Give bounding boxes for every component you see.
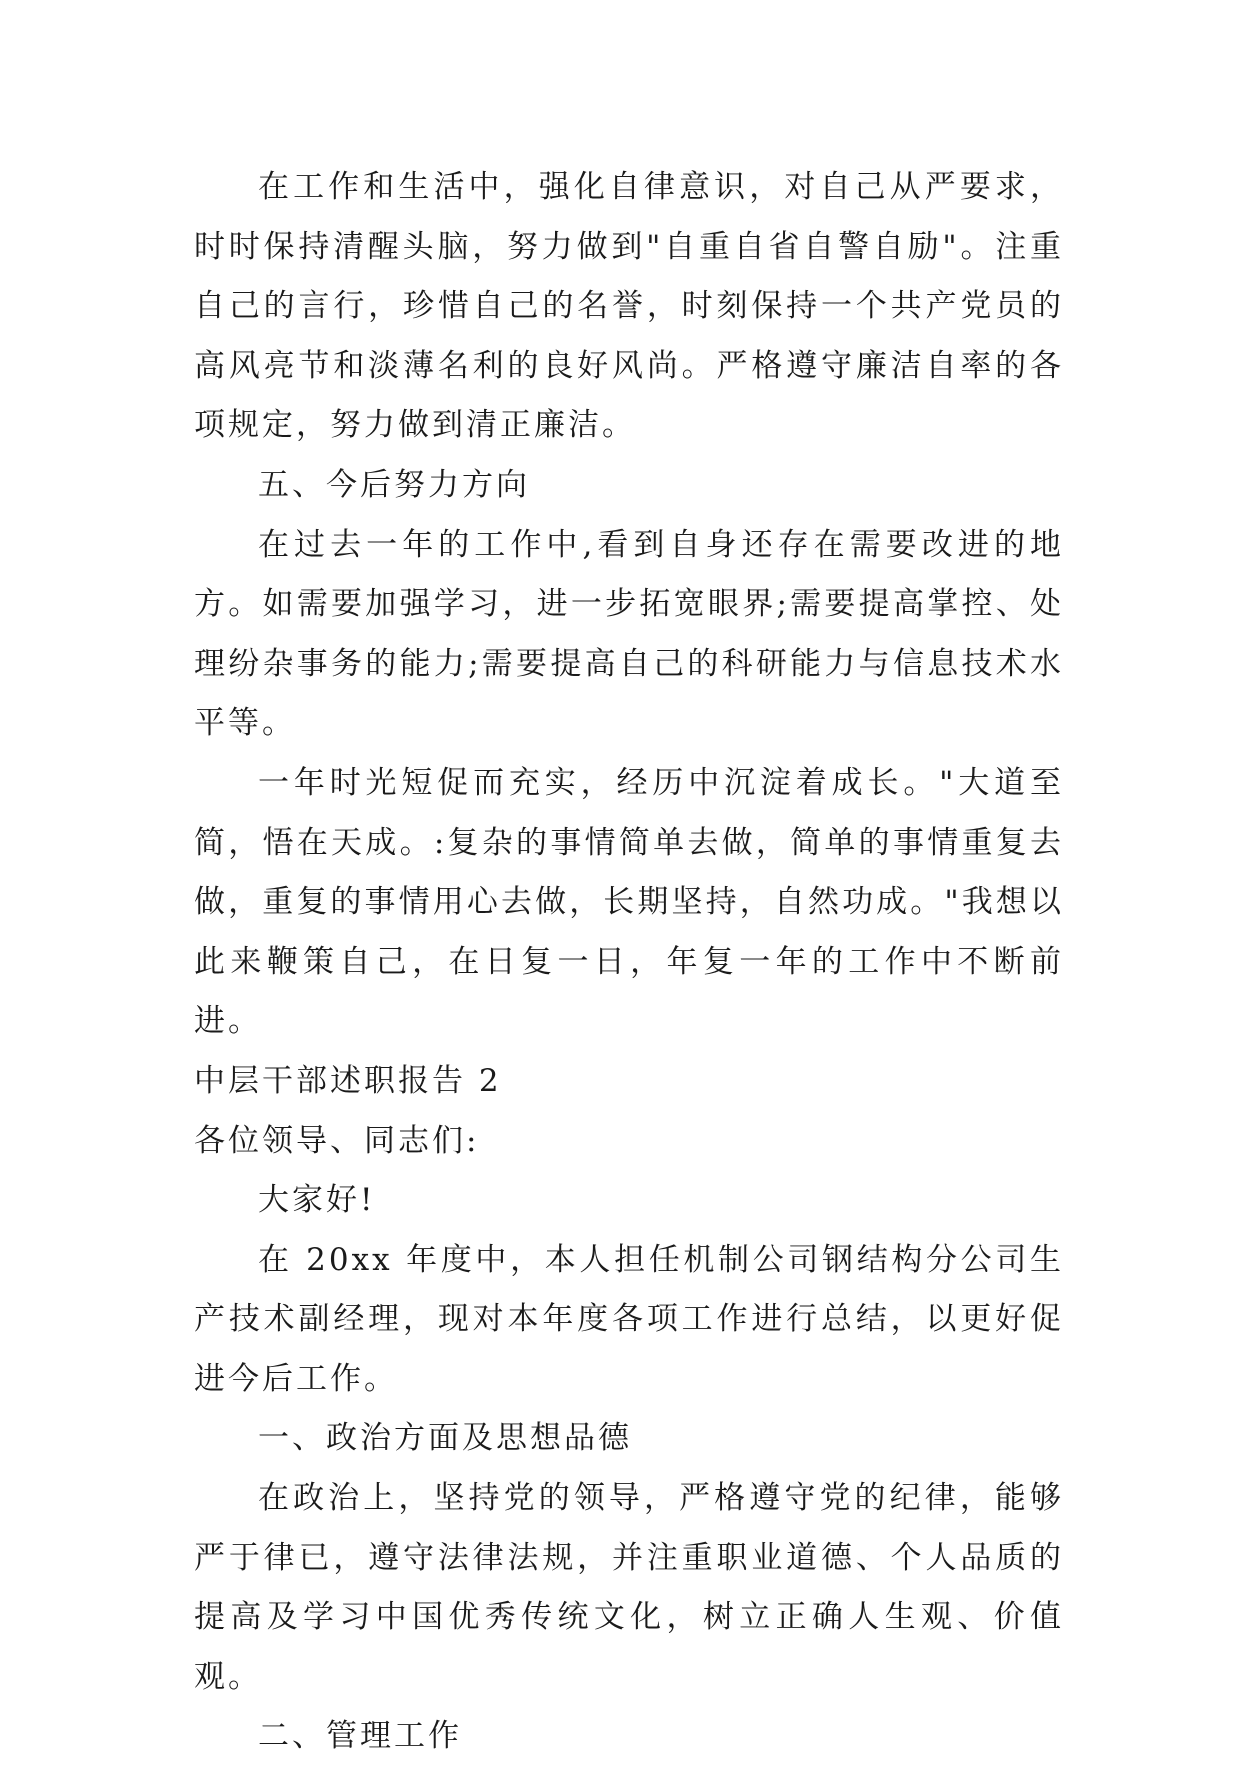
section-heading-future-direction: 五、今后努力方向: [258, 466, 530, 503]
report-title: 中层干部述职报告 2: [194, 1062, 502, 1099]
section-heading-politics: 一、政治方面及思想品德: [258, 1420, 632, 1457]
paragraph-self-discipline: 在工作和生活中，强化自律意识，对自己从严要求，时时保持清醒头脑，努力做到"自重自省自警自励"。注重自己的言行，珍惜自己的名誉，时刻保持一个共产党员的高风亮节和淡薄名利的良好风尚。严格遵守廉洁自率的各项规定，努力做到清正廉洁。: [194, 169, 1064, 444]
greeting: 大家好!: [258, 1182, 376, 1219]
paragraph-politics: 在政治上，坚持党的领导，严格遵守党的纪律，能够严于律已，遵守法律法规，并注重职业道德、个人品质的提高及学习中国优秀传统文化，树立正确人生观、价值观。: [194, 1480, 1064, 1695]
salutation: 各位领导、同志们:: [194, 1122, 480, 1159]
paragraph-improvements: 在过去一年的工作中,看到自身还存在需要改进的地方。如需要加强学习，进一步拓宽眼界;需要提高掌控、处理纷杂事务的能力;需要提高自己的科研能力与信息技术水平等。: [194, 526, 1064, 742]
document-body: [194, 158, 1064, 1767]
section-heading-management: 二、管理工作: [258, 1718, 462, 1755]
paragraph-reflection: 一年时光短促而充实，经历中沉淀着成长。"大道至简，悟在天成。:复杂的事情简单去做，简单的事情重复去做，重复的事情用心去做，长期坚持，自然功成。"我想以此来鞭策自己，在日复一日，年复一年的工作中不断前进。: [194, 764, 1064, 1040]
paragraph-intro: 在 20xx 年度中，本人担任机制公司钢结构分公司生产技术副经理，现对本年度各项工作进行总结，以更好促进今后工作。: [194, 1241, 1064, 1397]
